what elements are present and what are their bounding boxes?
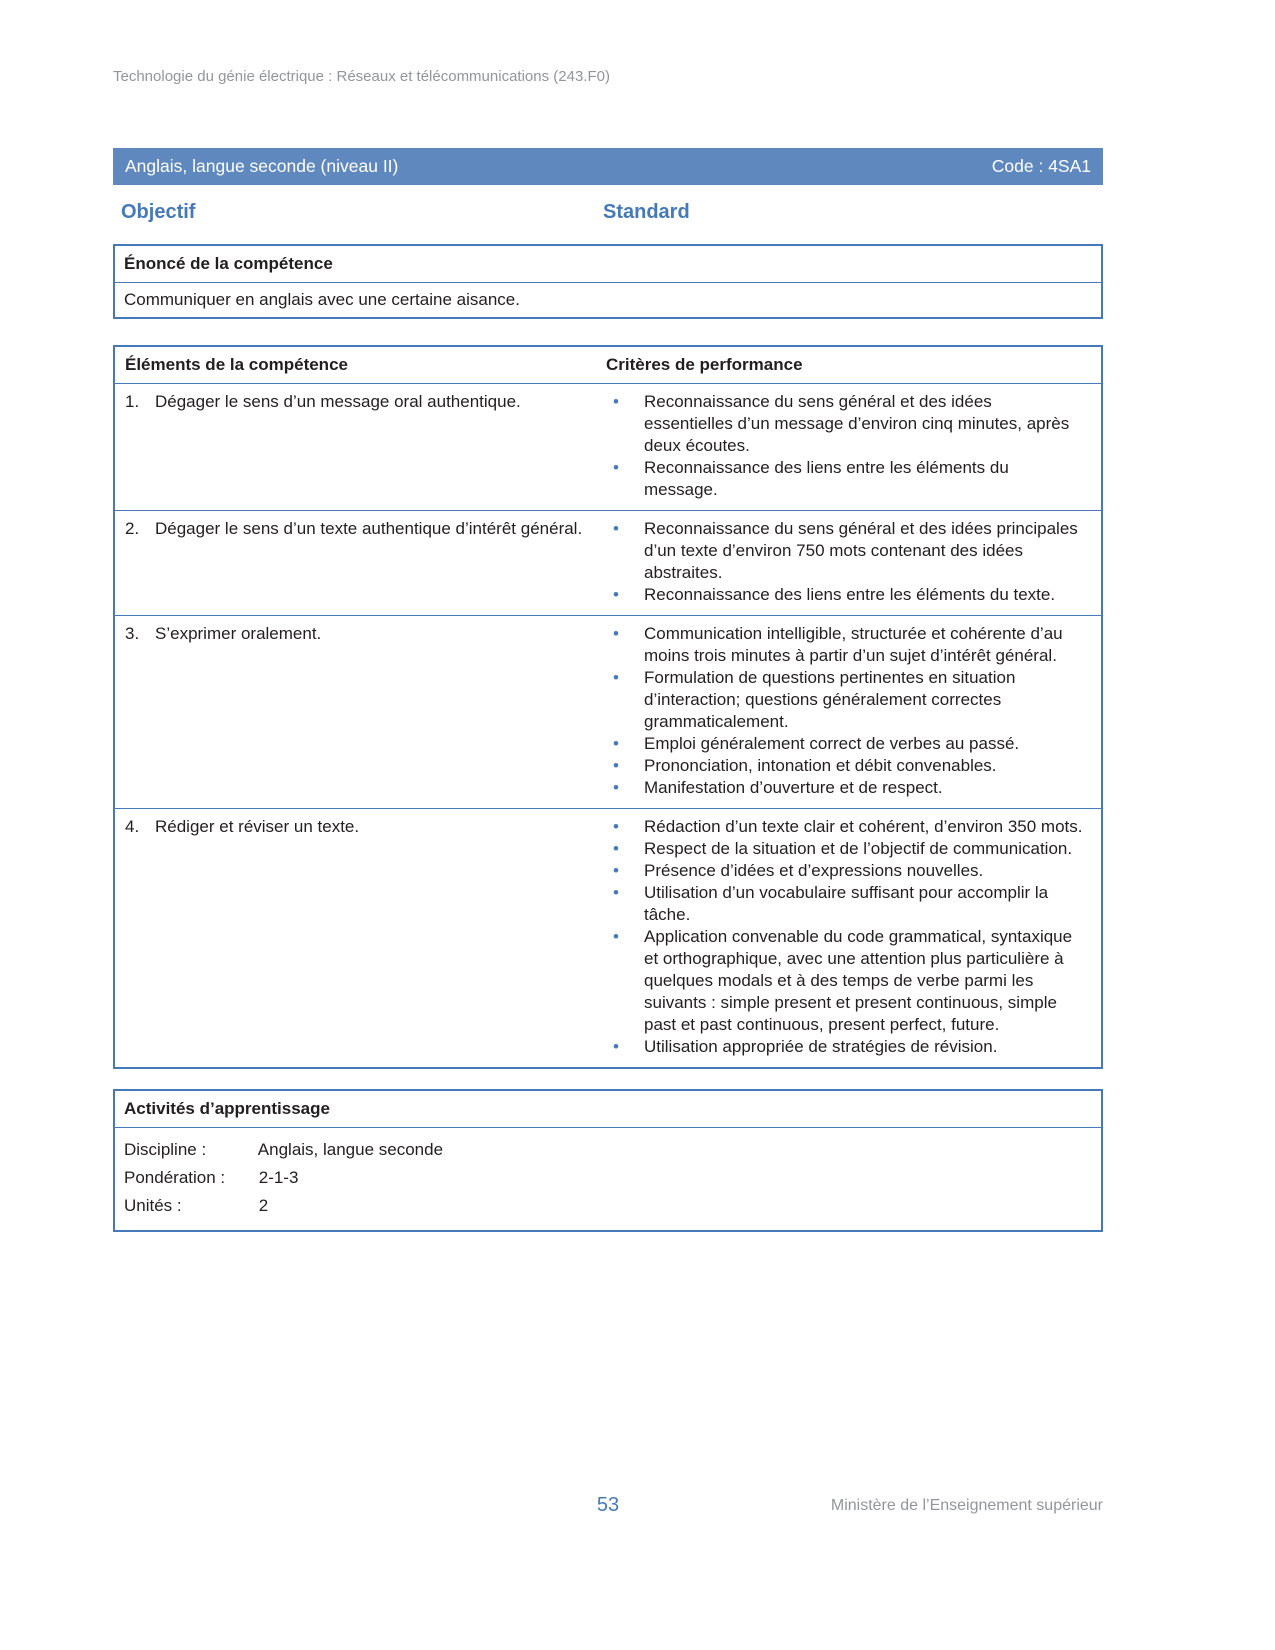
element-number: 1. (125, 392, 140, 411)
field-value: 2 (258, 1196, 269, 1215)
page-number: 53 (596, 1494, 620, 1516)
bullet-icon: • (613, 734, 619, 753)
criteria-cell (596, 809, 1102, 1069)
bullet-icon: • (613, 624, 619, 643)
bullet-icon: • (613, 861, 619, 880)
criteria-item (606, 733, 1091, 755)
criteria-list (606, 623, 1091, 799)
criteria-list (606, 391, 1091, 501)
criteria-item (606, 926, 1091, 1036)
course-banner (113, 148, 1103, 185)
criteria-item (606, 882, 1091, 926)
bullet-icon: • (613, 519, 619, 538)
enonce-body: Communiquer en anglais avec une certaine aisance. (124, 290, 520, 309)
course-code: Code : 4SA1 (991, 156, 1091, 176)
criteria-text: Application convenable du code grammatical, syntaxique et orthographique, avec une attention plus particulière à quelques modals et à des temps de verbe parmi les suivants : simple present et present continuous, simple past et past continuous, present perfect, future. (644, 927, 1073, 1034)
activities-body (115, 1128, 1101, 1230)
criteria-text: Respect de la situation et de l’objectif de communication. (644, 839, 1073, 858)
criteria-text: Utilisation appropriée de stratégies de révision. (644, 1037, 998, 1056)
field-value: 2-1-3 (258, 1168, 299, 1187)
criteria-item (606, 860, 1091, 882)
bullet-icon: • (613, 668, 619, 687)
element-cell (114, 616, 596, 809)
field-label: Unités : (124, 1196, 182, 1215)
element-number: 2. (125, 519, 140, 538)
activity-field-discipline (124, 1136, 1092, 1164)
element-cell (114, 511, 596, 616)
course-title: Anglais, langue seconde (niveau II) (125, 156, 399, 176)
bullet-icon: • (613, 883, 619, 902)
criteria-list (606, 816, 1091, 1058)
element-text: S’exprimer oralement. (155, 624, 322, 643)
field-value: Anglais, langue seconde (257, 1140, 444, 1159)
criteria-cell (596, 511, 1102, 616)
element-text: Dégager le sens d’un texte authentique d’intérêt général. (155, 519, 583, 538)
bullet-icon: • (613, 756, 619, 775)
criteria-text: Prononciation, intonation et débit convenables. (644, 756, 997, 775)
criteria-text: Reconnaissance du sens général et des idées essentielles d’un message d’environ cinq minutes, après deux écoutes. (644, 392, 1070, 455)
element-cell (114, 809, 596, 1069)
criteria-item (606, 838, 1091, 860)
bullet-icon: • (613, 778, 619, 797)
activities-box (113, 1089, 1103, 1232)
activity-field-unites (124, 1192, 1092, 1220)
page-content (113, 148, 1103, 1232)
standard-heading: Standard (603, 201, 690, 223)
field-label: Pondération : (124, 1168, 226, 1187)
criteria-item (606, 1036, 1091, 1058)
criteria-text: Reconnaissance des liens entre les éléments du texte. (644, 585, 1056, 604)
element-cell (114, 384, 596, 511)
table-header-row (114, 346, 1102, 384)
bullet-icon: • (613, 839, 619, 858)
criteria-item (606, 755, 1091, 777)
criteria-cell (596, 384, 1102, 511)
competence-table (113, 345, 1103, 1069)
table-row (114, 384, 1102, 511)
bullet-icon: • (613, 927, 619, 946)
bullet-icon: • (613, 1037, 619, 1056)
criteria-item (606, 518, 1091, 584)
table-row (114, 616, 1102, 809)
field-label: Discipline : (124, 1140, 207, 1159)
column-headings (113, 201, 1103, 224)
bullet-icon: • (613, 458, 619, 477)
table-row (114, 511, 1102, 616)
criteria-item (606, 391, 1091, 457)
criteria-text: Communication intelligible, structurée et cohérente d’au moins trois minutes à partir d’un sujet d’intérêt général. (644, 624, 1063, 665)
activities-header: Activités d’apprentissage (115, 1091, 1101, 1128)
bullet-icon: • (613, 817, 619, 836)
element-number: 3. (125, 624, 140, 643)
criteria-text: Utilisation d’un vocabulaire suffisant pour accomplir la tâche. (644, 883, 1049, 924)
criteria-item (606, 584, 1091, 606)
criteria-text: Formulation de questions pertinentes en situation d’interaction; questions généralement correctes grammaticalement. (644, 668, 1016, 731)
elements-column-header: Éléments de la compétence (114, 346, 596, 384)
criteria-item (606, 777, 1091, 799)
element-text: Rédiger et réviser un texte. (155, 817, 360, 836)
criteres-column-header: Critères de performance (596, 346, 1102, 384)
criteria-text: Présence d’idées et d’expressions nouvelles. (644, 861, 984, 880)
running-header: Technologie du génie électrique : Réseaux et télécommunications (243.F0) (113, 68, 610, 85)
criteria-list (606, 518, 1091, 606)
activity-field-ponderation (124, 1164, 1092, 1192)
criteria-text: Rédaction d’un texte clair et cohérent, d’environ 350 mots. (644, 817, 1083, 836)
bullet-icon: • (613, 585, 619, 604)
criteria-text: Reconnaissance du sens général et des idées principales d’un texte d’environ 750 mots contenant des idées abstraites. (644, 519, 1078, 582)
element-text: Dégager le sens d’un message oral authentique. (155, 392, 521, 411)
criteria-item (606, 816, 1091, 838)
enonce-box (113, 244, 1103, 319)
criteria-item (606, 667, 1091, 733)
criteria-item (606, 623, 1091, 667)
table-row (114, 809, 1102, 1069)
objectif-heading: Objectif (121, 201, 196, 223)
criteria-text: Emploi généralement correct de verbes au passé. (644, 734, 1020, 753)
criteria-text: Reconnaissance des liens entre les éléments du message. (644, 458, 1009, 499)
enonce-header: Énoncé de la compétence (115, 246, 1101, 283)
element-number: 4. (125, 817, 140, 836)
criteria-text: Manifestation d’ouverture et de respect. (644, 778, 943, 797)
bullet-icon: • (613, 392, 619, 411)
page-footer (113, 1494, 1103, 1524)
ministry-credit: Ministère de l’Enseignement supérieur (830, 1497, 1103, 1514)
criteria-item (606, 457, 1091, 501)
criteria-cell (596, 616, 1102, 809)
